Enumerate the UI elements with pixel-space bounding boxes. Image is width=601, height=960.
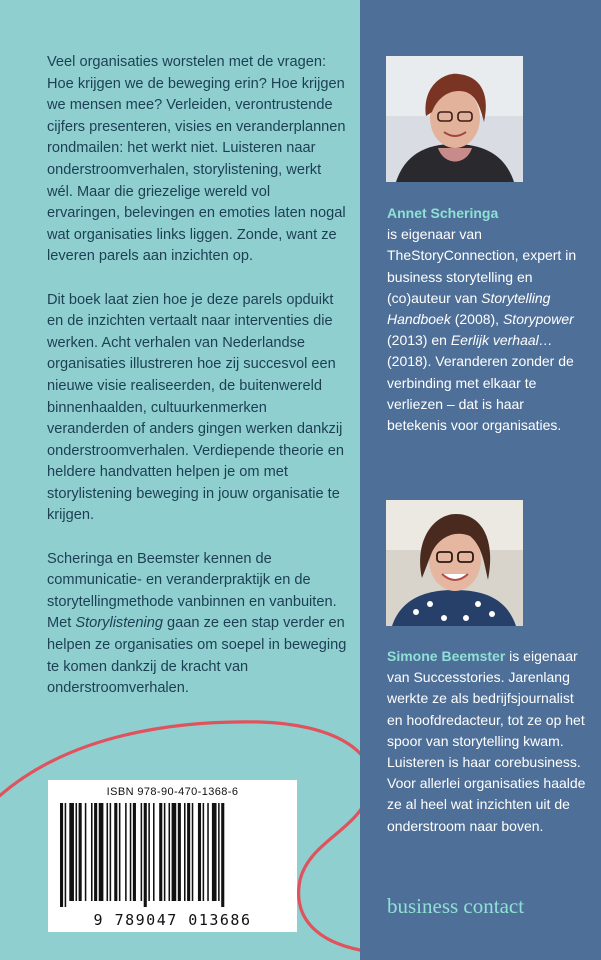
bio-annet-text-2: (2008),	[450, 311, 503, 328]
barcode-bar	[79, 803, 82, 901]
barcode-bar	[159, 803, 162, 901]
book-storytelling-handboek: Storytelling Handboek	[387, 289, 551, 328]
author-name-annet: Annet Scheringa	[387, 205, 499, 221]
barcode-bar	[207, 803, 209, 901]
barcode-bar	[125, 803, 127, 901]
blurb-p3-end: gaan ze een stap verder en helpen ze organisaties om soepel in beweging te komen dankzij de kracht van onderstroomverhalen.	[47, 615, 347, 697]
barcode-box	[48, 780, 297, 932]
barcode-bar	[141, 803, 143, 901]
book-storypower: Storypower	[502, 311, 574, 328]
barcode-bar	[65, 803, 67, 907]
author-bio-annet	[387, 203, 587, 436]
barcode-bar	[198, 803, 201, 901]
blurb-text	[47, 52, 347, 721]
barcode-bar	[133, 803, 136, 901]
isbn-label: ISBN 978-90-470-1368-6	[106, 786, 239, 798]
barcode-bar	[76, 803, 78, 901]
barcode-bar	[218, 803, 220, 901]
barcode-bar	[203, 803, 205, 901]
barcode-bar	[99, 803, 104, 901]
isbn-number: 9 789047 013686	[93, 911, 252, 929]
bio-simone-text: is eigenaar van Successtories. Jarenlang werkte ze als bedrijfsjournalist en hoofdredacteur, tot ze op het spoor van storytelling kwam. Luisteren is haar corebusiness. Voor allerlei organisaties haalde ze al heel wat inzichten uit de onderstroom naar boven.	[387, 648, 586, 834]
barcode-icon	[58, 803, 287, 907]
barcode-bar	[69, 803, 74, 901]
bio-annet-text-1: is eigenaar van TheStoryConnection, expert in business storytelling en (co)auteur van	[387, 226, 577, 306]
book-eerlijk-verhaal: Eerlijk verhaal…	[450, 332, 553, 349]
barcode-bar	[85, 803, 87, 901]
author-name-simone: Simone Beemster	[387, 648, 506, 664]
barcode-bar	[192, 803, 194, 901]
barcode-bar	[94, 803, 97, 901]
barcode-bar	[153, 803, 155, 901]
bio-annet-text-3: (2013) en	[387, 332, 451, 349]
barcode-bar	[221, 803, 224, 907]
blurb-paragraph-1: Veel organisaties worstelen met de vragen: Hoe krijgen we de beweging erin? Hoe krijgen we mensen mee? Verleiden, verontrustende cijfers presenteren, visies en veranderplannen rondmailen: het werkt niet. Luisteren naar onderstroomverhalen, storylistening, werkt wél. Maar die griezelige wereld vol ervaringen, belevingen en emoties laten nogal wat organisaties links liggen. Zonde, want ze leveren parels aan inzichten op.	[47, 54, 346, 265]
barcode-bar	[172, 803, 177, 901]
barcode-bar	[169, 803, 171, 901]
barcode-bar	[164, 803, 166, 901]
barcode-bar	[187, 803, 190, 901]
publisher-logo: business contact	[387, 894, 525, 918]
author-bio-simone	[387, 646, 587, 837]
barcode-bar	[144, 803, 147, 907]
barcode-bar	[110, 803, 112, 901]
book-title-storylistening: Storylistening	[75, 615, 163, 632]
barcode-bar	[184, 803, 186, 901]
barcode-bar	[107, 803, 109, 901]
barcode-bar	[119, 803, 121, 901]
barcode-bar	[91, 803, 93, 901]
barcode-bar	[212, 803, 217, 901]
barcode-bar	[114, 803, 117, 901]
author-photo-annet	[386, 56, 523, 182]
blurb-p3-start: Scheringa en Beemster kennen de communicatie- en veranderpraktijk en de storytellingmethode vanbinnen en vanbuiten. Met	[47, 550, 337, 632]
barcode-bar	[60, 803, 63, 907]
barcode-bar	[178, 803, 181, 901]
blurb-paragraph-3	[47, 549, 347, 700]
barcode-bar	[148, 803, 150, 901]
blurb-paragraph-2: Dit boek laat zien hoe je deze parels opduikt en de inzichten vertaalt naar interventies die werken. Acht verhalen van Nederlandse organisaties illustreren hoe zij succesvol een nieuwe visie realiseerden, de buitenwereld binnenhaalden, cultuurkenmerken veranderden of anders gingen werken dankzij onderstroomverhalen. Verdiepende theorie en heldere handvatten helpen je om met storylistening beweging in jouw organisatie te krijgen.	[47, 291, 344, 524]
barcode-bar	[130, 803, 132, 901]
bio-annet-text-4: (2018). Veranderen zonder de verbinding met elkaar te verliezen – dat is haar betekenis voor organisaties.	[387, 353, 574, 434]
author-photo-simone	[386, 500, 523, 626]
